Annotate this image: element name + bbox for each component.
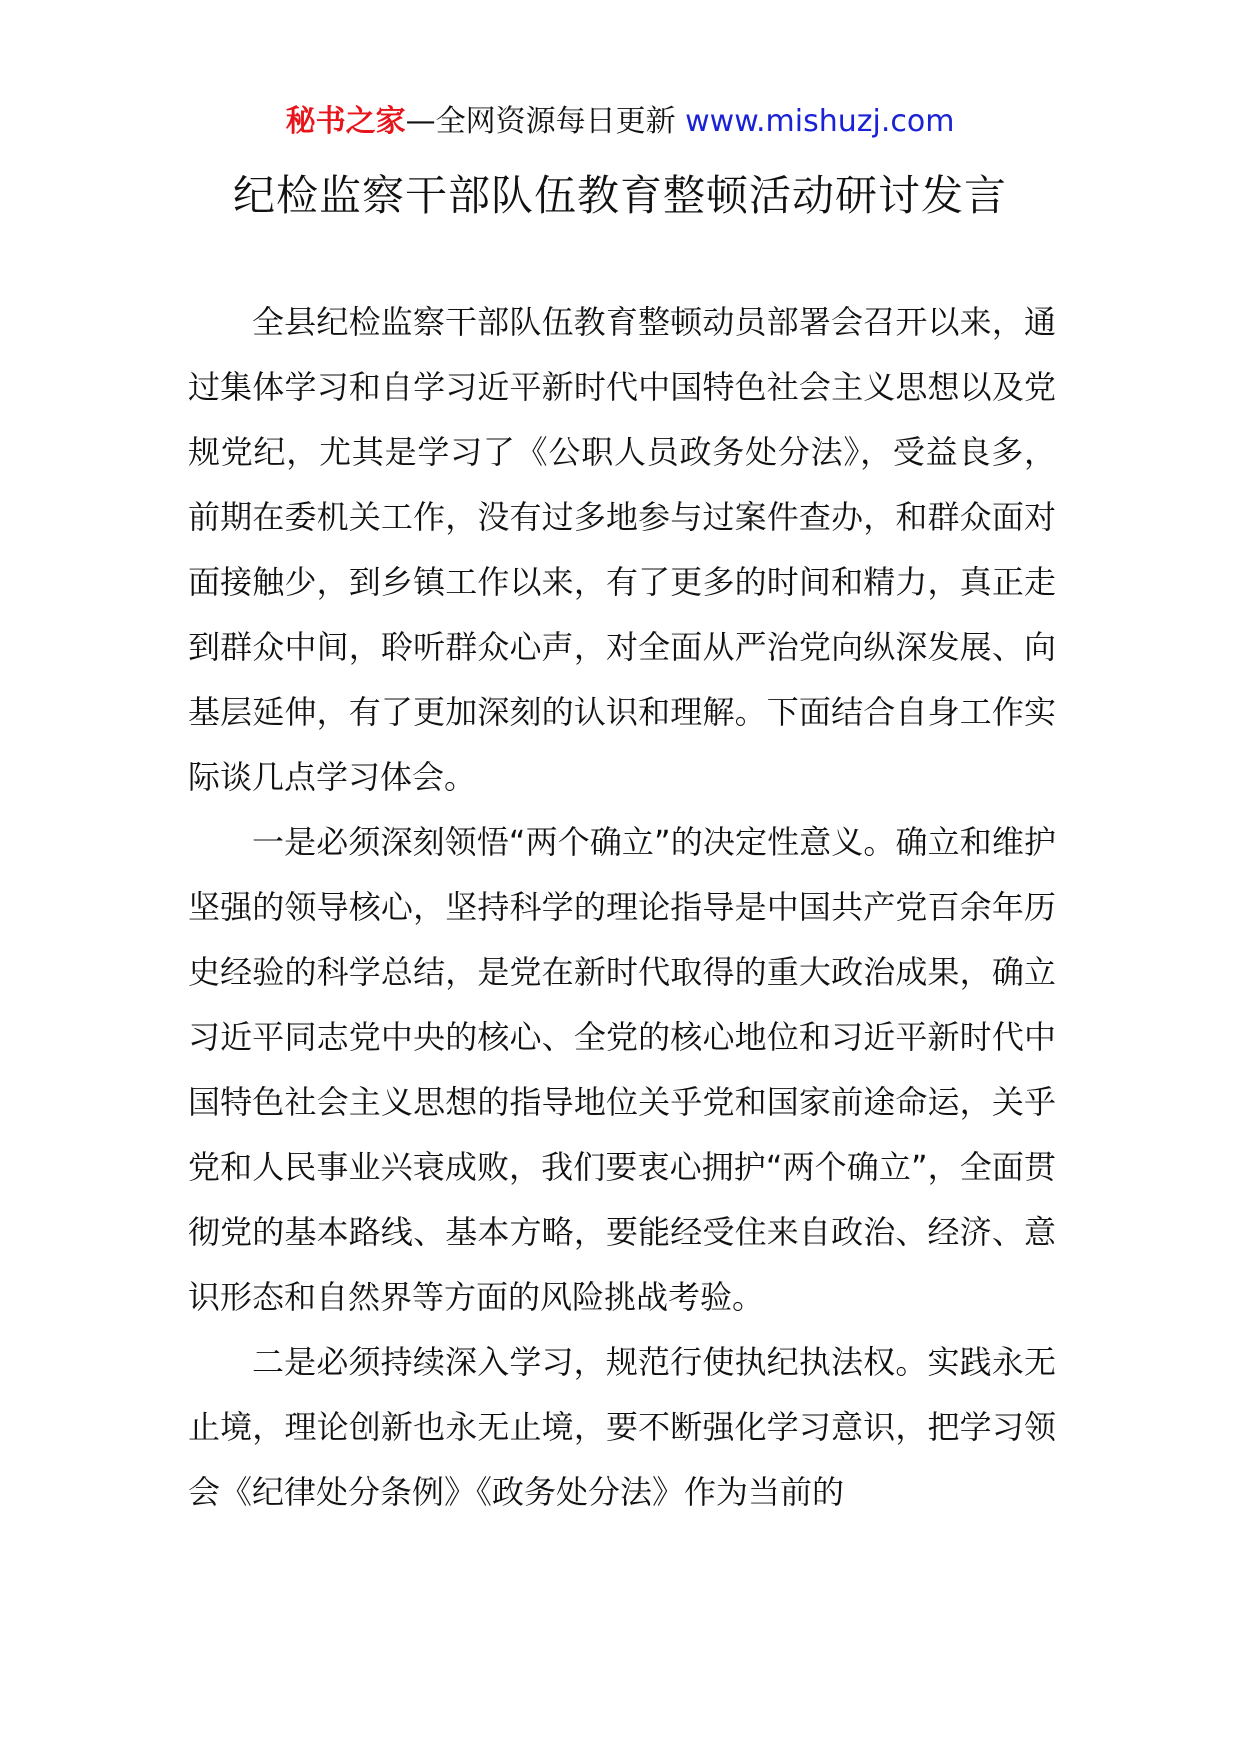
point-one-paragraph: 一是必须深刻领悟“两个确立”的决定性意义。确立和维护坚强的领导核心，坚持科学的理论指导是中国共产党百余年历史经验的科学总结，是党在新时代取得的重大政治成果，确立习近平同志党中央的核心、全党的核心地位和习近平新时代中国特色社会主义思想的指导地位关乎党和国家前途命运，关乎党和人民事业兴衰成败，我们要衷心拥护“两个确立”，全面贯彻党的基本路线、基本方略，要能经受住来自政治、经济、意识形态和自然界等方面的风险挑战考验。 [188, 823, 1056, 1316]
document-body [188, 290, 1056, 1525]
intro-paragraph: 全县纪检监察干部队伍教育整顿动员部署会召开以来，通过集体学习和自学习近平新时代中国特色社会主义思想以及党规党纪，尤其是学习了《公职人员政务处分法》，受益良多，前期在委机关工作，没有过多地参与过案件查办，和群众面对面接触少，到乡镇工作以来，有了更多的时间和精力，真正走到群众中间，聆听群众心声，对全面从严治党向纵深发展、向基层延伸，有了更加深刻的认识和理解。下面结合自身工作实际谈几点学习体会。 [188, 303, 1056, 796]
point-two-paragraph: 二是必须持续深入学习，规范行使执纪执法权。实践永无止境，理论创新也永无止境，要不断强化学习意识，把学习领会《纪律处分条例》《政务处分法》作为当前的 [188, 1343, 1056, 1511]
brand-name: 秘书之家 [285, 104, 406, 139]
document-title: 纪检监察干部队伍教育整顿活动研讨发言 [232, 171, 1007, 220]
header-tagline: —全网资源每日更新 [405, 104, 676, 139]
site-url-link[interactable]: www.mishuzj.com [685, 104, 955, 139]
site-header [0, 102, 1240, 142]
